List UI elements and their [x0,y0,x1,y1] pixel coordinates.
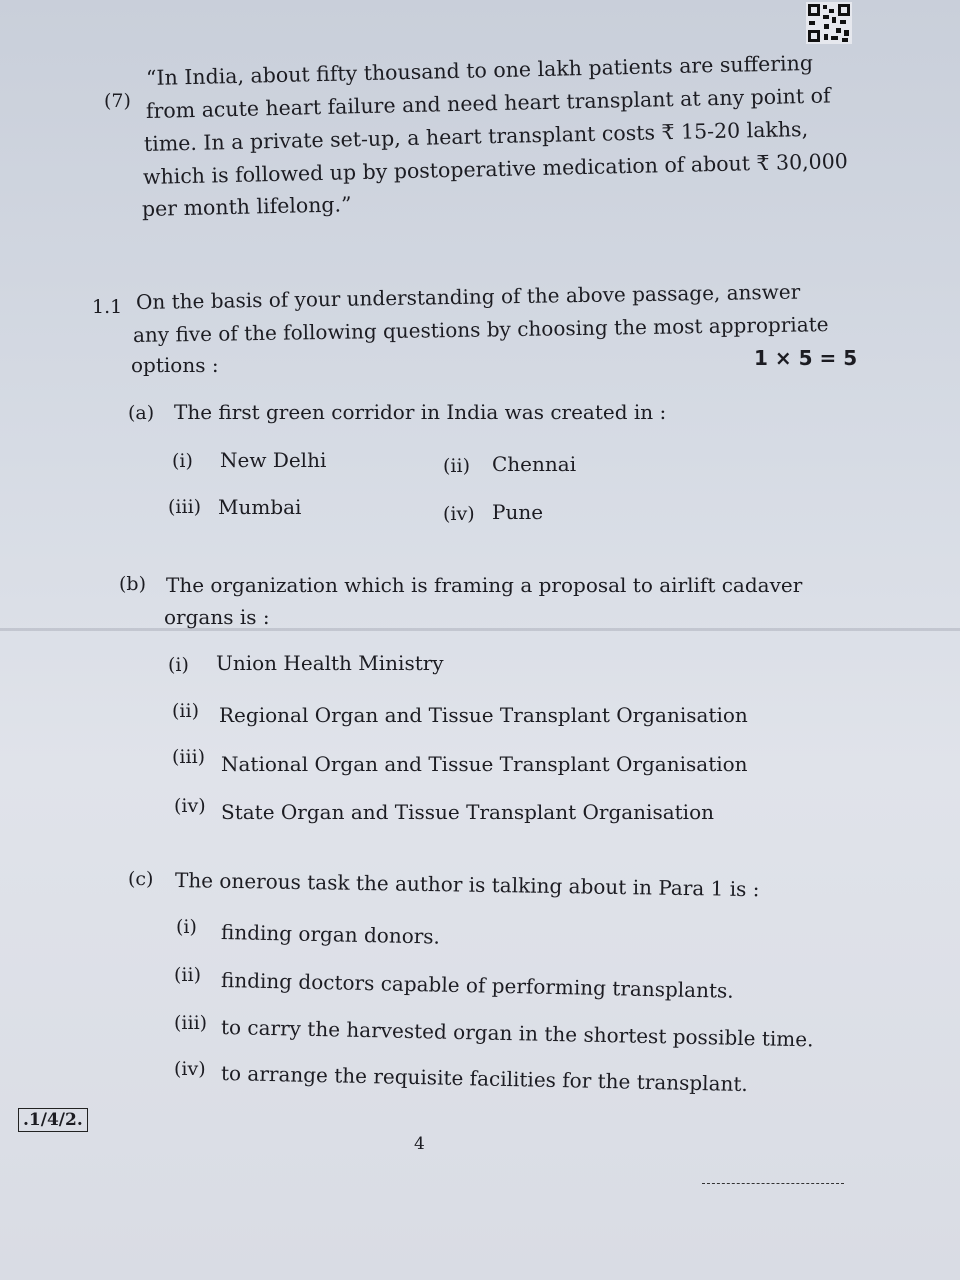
subquestion-b-line: The organization which is framing a proposal to airlift cadaver [166,573,803,597]
option-text: to arrange the requisite facilities for the transplant. [220,1061,749,1097]
passage-number: (7) [104,90,131,112]
option-text: Chennai [492,452,577,476]
option-number: (ii) [443,455,470,477]
option-number: (iv) [174,795,206,817]
option-number: (i) [168,654,189,676]
passage-line: from acute heart failure and need heart transplant at any point of [145,83,831,123]
option-text: Pune [492,500,544,524]
marks-label: 1 × 5 = 5 [754,346,858,370]
option-text: New Delhi [220,448,327,472]
question-line: On the basis of your understanding of the above passage, answer [135,279,801,314]
passage-line: which is followed up by postoperative medication of about ₹ 30,000 [142,149,849,189]
option-text: Union Health Ministry [216,651,444,675]
page-number: 4 [414,1134,425,1154]
subquestion-c-label: (c) [128,868,154,890]
option-text: finding doctors capable of performing transplants. [220,968,734,1003]
option-number: (iii) [174,1012,208,1034]
passage-line: per month lifelong.” [141,192,352,221]
option-text: Regional Organ and Tissue Transplant Organisation [219,703,748,727]
option-number: (iii) [168,496,202,518]
paper-code: .1/4/2. [18,1108,88,1132]
option-number: (i) [172,450,193,472]
passage-line: “In India, about fifty thousand to one lakh patients are suffering [145,50,814,90]
option-text: National Organ and Tissue Transplant Organisation [221,752,748,776]
subquestion-c-text: The onerous task the author is talking about in Para 1 is : [174,868,760,902]
option-number: (ii) [174,964,201,986]
option-number: (iv) [174,1058,206,1080]
option-text: State Organ and Tissue Transplant Organisation [221,800,714,824]
option-text: Mumbai [218,495,302,519]
subquestion-b-label: (b) [119,573,146,595]
option-text: to carry the harvested organ in the shortest possible time. [220,1015,814,1052]
question-number: 1.1 [92,296,123,318]
subquestion-a-text: The first green corridor in India was created in : [174,400,667,424]
option-number: (i) [176,916,197,938]
passage-line: time. In a private set-up, a heart transplant costs ₹ 15-20 lakhs, [143,116,809,156]
subquestion-a-label: (a) [128,402,155,424]
option-number: (iii) [172,746,206,768]
subquestion-b-line: organs is : [164,605,270,629]
qr-code-icon [806,2,852,44]
option-number: (iv) [443,503,475,525]
question-line: any five of the following questions by choosing the most appropriate [132,312,829,347]
option-number: (ii) [172,700,199,722]
option-text: finding organ donors. [220,920,441,949]
footer-rule [702,1183,844,1184]
paper-fold [0,628,960,631]
question-line: options : [131,353,219,377]
